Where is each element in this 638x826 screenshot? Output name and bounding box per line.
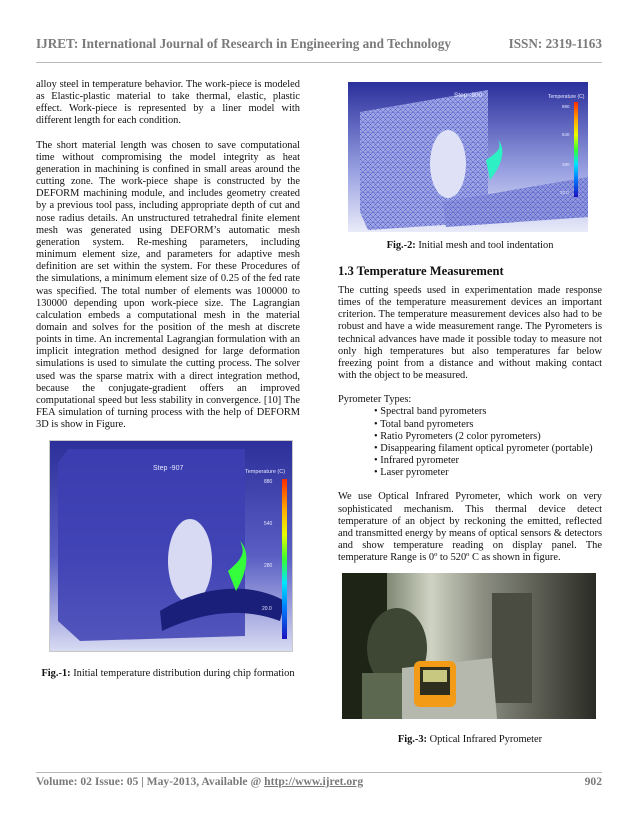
fig2-tick: 20.0 (560, 190, 569, 195)
fig2-tick: 880 (562, 104, 570, 109)
list-item: • Total band pyrometers (338, 419, 602, 431)
fig2-tick: 540 (562, 132, 570, 137)
figure-3 (342, 573, 596, 719)
paragraph: We use Optical Infrared Pyrometer, which work on very sophisticated mechanism. This thermal device detect temperature of an object by reckoning the emitted, reflected and transmitted energy by means of optical sensors & detectors and show temperature reading on display panel. The temperature Range is 0º to 520º C as shown in figure. (338, 491, 602, 564)
list-item: • Ratio Pyrometers (2 color pyrometers) (338, 431, 602, 443)
fig2-legend-title: Temperature (C) (548, 94, 585, 100)
figure-1 (49, 440, 293, 652)
volume-info: Volume: 02 Issue: 05 | May-2013, Available @ (36, 775, 265, 788)
paragraph: The cutting speeds used in experimentation made response times of the temperature measurement devices an important criterion. The temperature measurement devices also had to be robust and have a wide measurement range. The Pyrometers is technical advances have made it possible today to measure not only high temperatures but also temperatures far below freezing point from a distance and without making contact with the object to be measured. (338, 285, 602, 382)
fig1-step-label: Step -907 (153, 465, 184, 472)
left-column (36, 79, 300, 443)
page-number: 902 (584, 775, 602, 788)
footer-rule (36, 772, 602, 773)
pyrometer-types-list (338, 406, 602, 479)
header-rule (36, 62, 602, 63)
fig1-tick: 280 (264, 563, 273, 569)
fig1-legend-title: Temperature (C) (245, 469, 286, 475)
fig2-step-label: Step -900 (454, 92, 483, 99)
page-header (36, 36, 602, 56)
issn: ISSN: 2319-1163 (508, 36, 602, 51)
journal-link[interactable]: http://www.ijret.org (264, 775, 364, 788)
fig3-pyrometer-photo (342, 573, 596, 719)
paragraph: alloy steel in temperature behavior. The work-piece is modeled as Elastic-plastic material to take thermal, elastic, plastic effect. Work-piece is represented by a liner model with different length for each condition. (36, 79, 300, 127)
paragraph: The short material length was chosen to save computational time without compromising the model integrity as heat generation in machining is confined in small areas around the cutting zone. The work-piece shape is constructed by the DEFORM machining module, and includes geometry created by a previous tool pass, including appropriate depth of cut and nose radius details. An unstructured tetrahedral finite element mesh was generated using DEFORM’s automatic mesh generation system. Re-meshing parameters, including minimum element size, and parameters for adaptive mesh definition are set within the system. For these Procedures of the simulations, a minimum element size of 0.25 of the fed rate was specified. The total number of elements was 100000 to 130000 depending upon work-piece size. The Lagrangian calculation embeds a computational mesh in the material domain and solves for the position of the mesh at discrete points in time. An incremental Lagrangian formulation with an implicit integration method designed for large deformation simulations is used to simulate the cutting process. The solver used was the sparse matrix with a direct integration method, because the conjugate-gradient offers an improved computational speed but less stability in convergence. [10] The FEA simulation of turning process with the help of DEFORM 3D is show in Figure. (36, 139, 300, 431)
fig2-mesh-image (348, 82, 588, 232)
page-footer (36, 775, 602, 788)
section-heading: 1.3 Temperature Measurement (338, 264, 504, 278)
figure-2 (348, 82, 588, 232)
list-item: • Laser pyrometer (338, 467, 602, 479)
fig2-caption: Fig.-2: Initial mesh and tool indentation (386, 240, 554, 251)
right-column (338, 285, 602, 576)
fig1-tick: 20.0 (262, 606, 272, 612)
list-item: • Infrared pyrometer (338, 455, 602, 467)
fig1-caption: Fig.-1: Initial temperature distribution during chip formation (41, 668, 295, 679)
fig3-caption: Fig.-3: Optical Infrared Pyrometer (397, 734, 543, 745)
fig1-tick: 880 (264, 479, 273, 485)
journal-title: IJRET: International Journal of Research in Engineering and Technology (36, 36, 451, 51)
fig2-tick: 280 (562, 162, 570, 167)
list-item: • Disappearing filament optical pyrometer (portable) (338, 443, 602, 455)
pyrometer-types-intro: Pyrometer Types: (338, 394, 412, 406)
fig1-tick: 540 (264, 521, 273, 527)
list-item: • Spectral band pyrometers (338, 406, 602, 418)
